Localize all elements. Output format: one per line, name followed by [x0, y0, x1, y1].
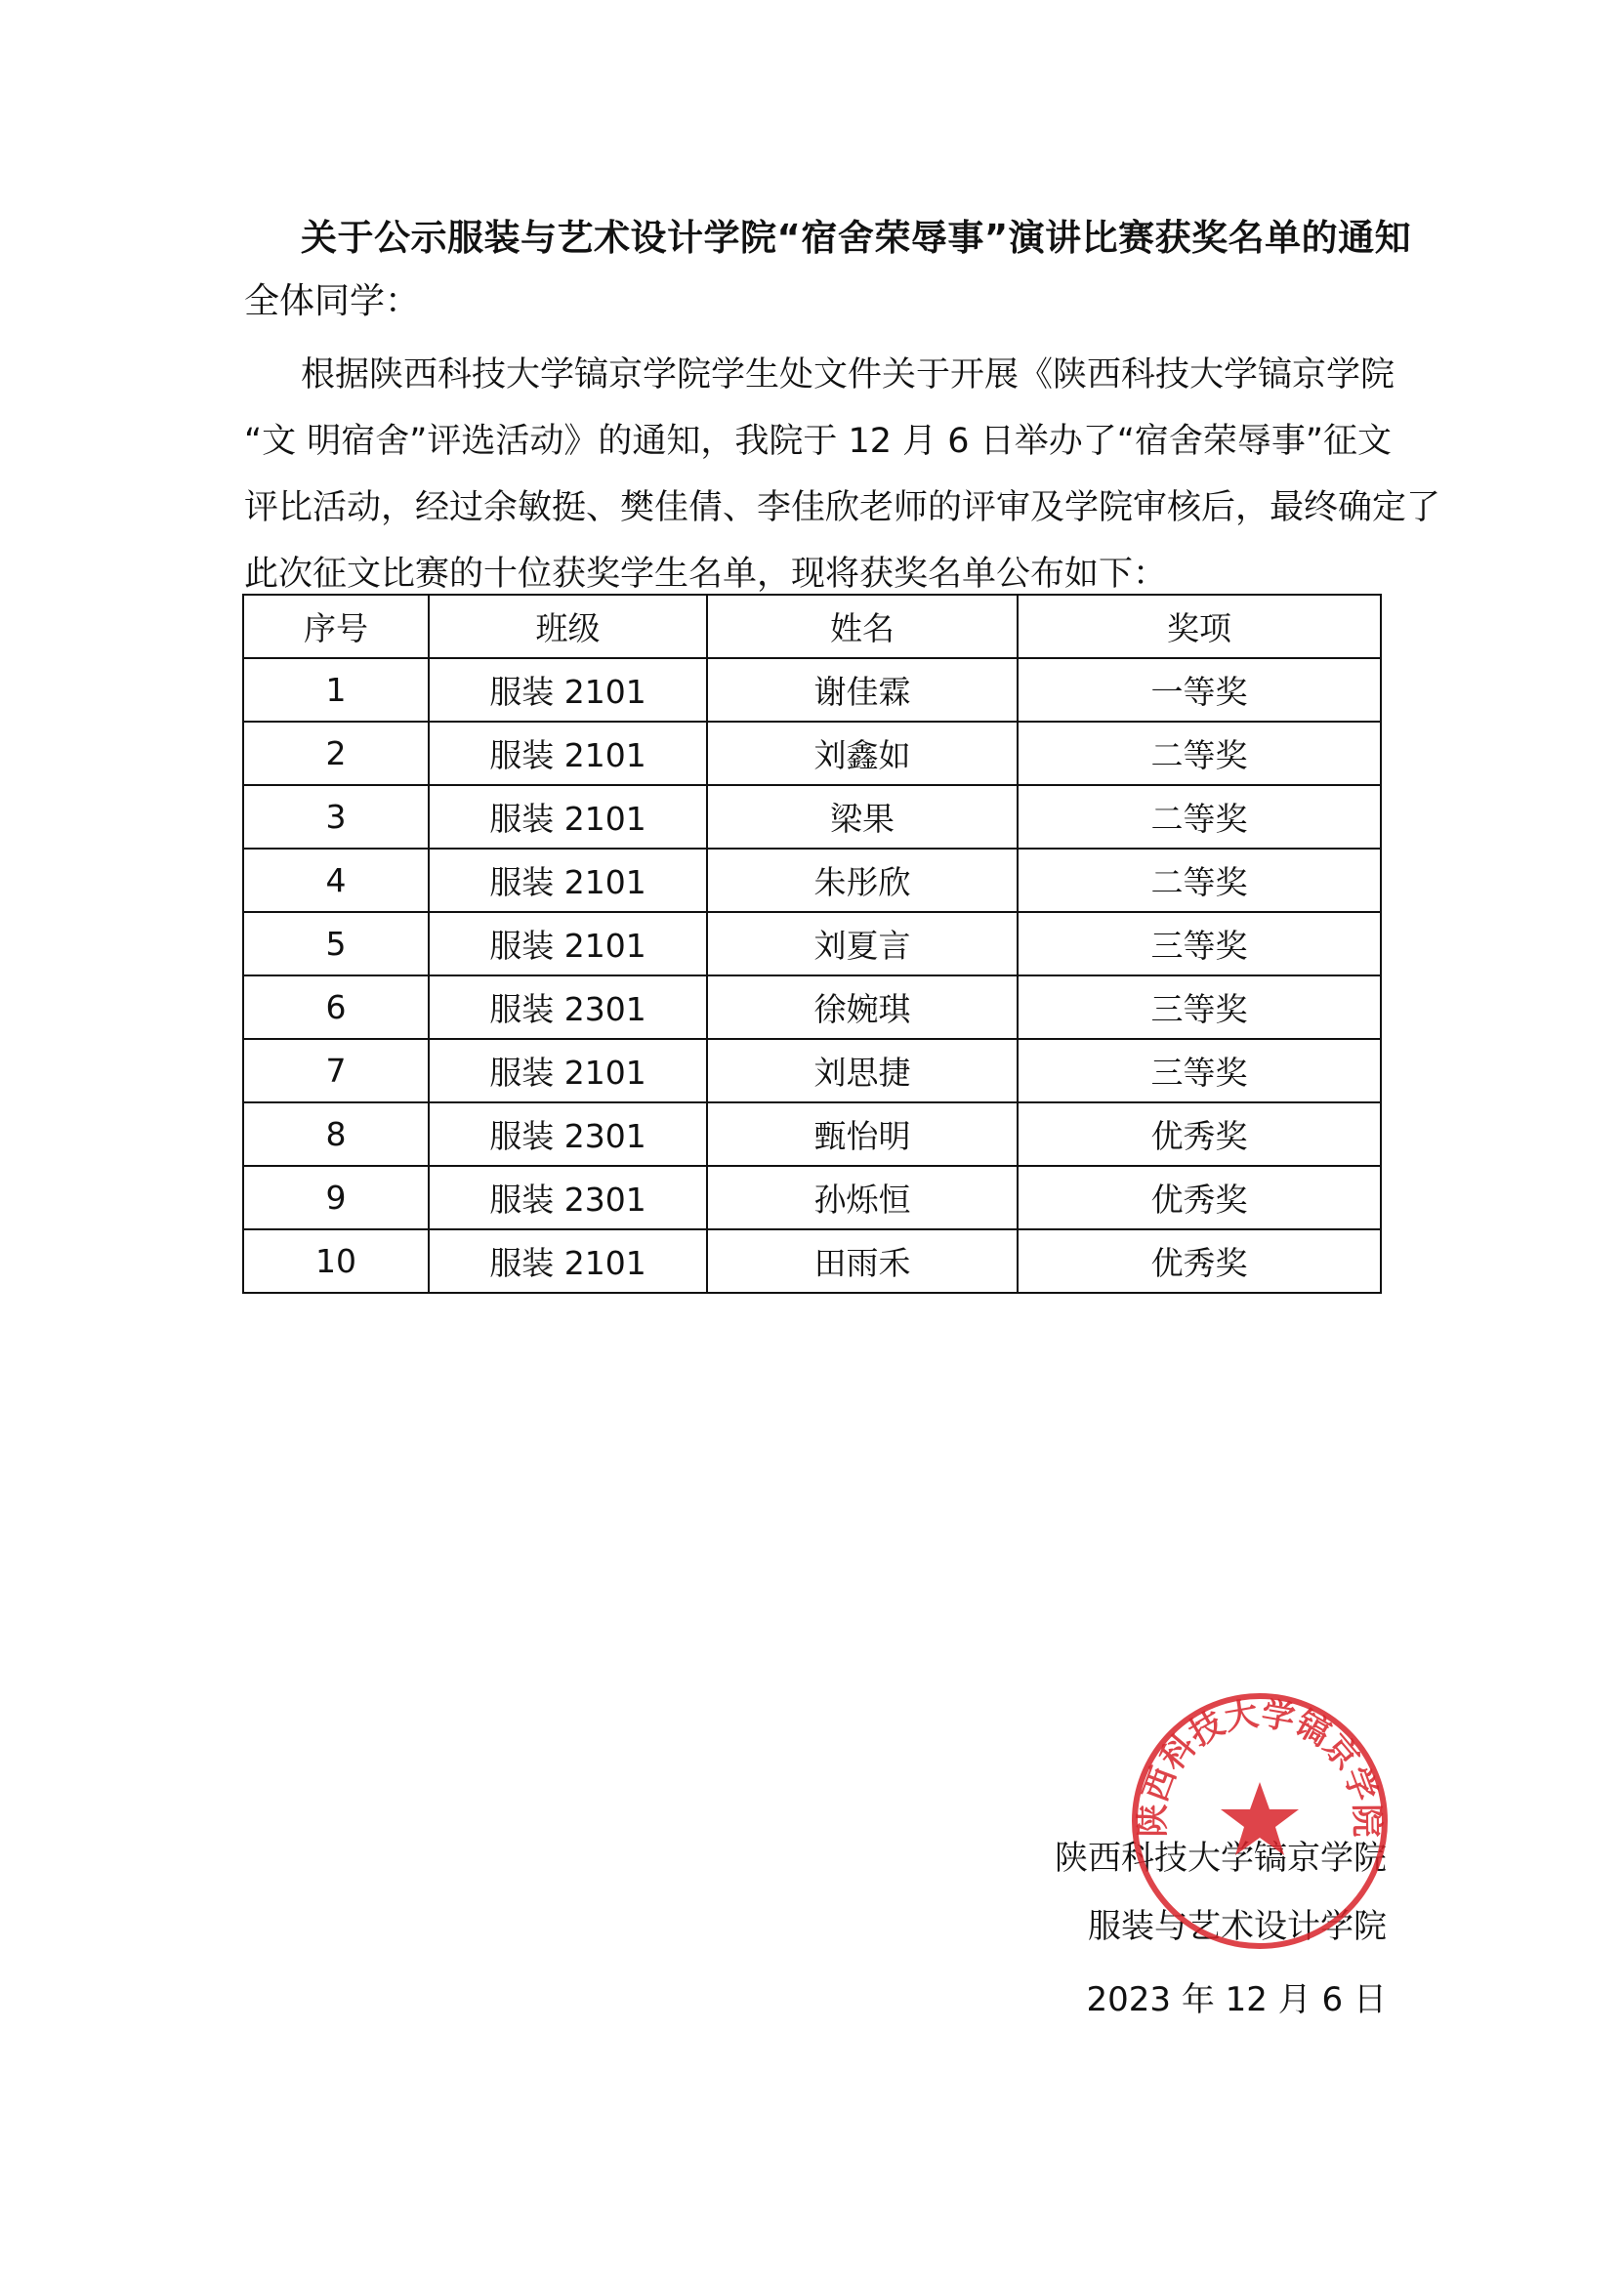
cell-award: 优秀奖 — [1018, 1102, 1381, 1166]
cell-award: 三等奖 — [1018, 975, 1381, 1039]
cell-class: 服装 2101 — [429, 849, 707, 912]
cell-index: 3 — [243, 785, 429, 849]
cell-name: 朱彤欣 — [707, 849, 1018, 912]
cell-index: 9 — [243, 1166, 429, 1229]
cell-award: 三等奖 — [1018, 1039, 1381, 1102]
table-row — [243, 722, 1381, 785]
official-seal-stamp — [1123, 1684, 1396, 1958]
cell-class: 服装 2301 — [429, 1102, 707, 1166]
cell-index: 2 — [243, 722, 429, 785]
table-row — [243, 658, 1381, 722]
notice-body — [244, 342, 1441, 607]
cell-name: 孙烁恒 — [707, 1166, 1018, 1229]
table-row — [243, 1039, 1381, 1102]
table-row — [243, 849, 1381, 912]
notice-title: 关于公示服装与艺术设计学院“宿舍荣辱事”演讲比赛获奖名单的通知 — [301, 217, 1412, 259]
cell-index: 10 — [243, 1229, 429, 1293]
seal-text: 陕西科技大学镐京学院 — [1133, 1694, 1387, 1838]
header-index: 序号 — [243, 595, 429, 658]
cell-name: 刘夏言 — [707, 912, 1018, 975]
signature-university: 陕西科技大学镐京学院 — [1055, 1839, 1387, 1878]
cell-class: 服装 2101 — [429, 1039, 707, 1102]
cell-class: 服装 2101 — [429, 1229, 707, 1293]
table-header-row — [243, 595, 1381, 658]
award-list-table — [242, 594, 1382, 1294]
cell-name: 梁果 — [707, 785, 1018, 849]
cell-index: 1 — [243, 658, 429, 722]
body-line: 评比活动，经过余敏挺、樊佳倩、李佳欣老师的评审及学院审核后，最终确定了 — [244, 488, 1441, 527]
cell-award: 二等奖 — [1018, 785, 1381, 849]
header-name: 姓名 — [707, 595, 1018, 658]
salutation: 全体同学： — [244, 281, 421, 321]
cell-award: 三等奖 — [1018, 912, 1381, 975]
cell-name: 刘鑫如 — [707, 722, 1018, 785]
cell-name: 谢佳霖 — [707, 658, 1018, 722]
cell-award: 二等奖 — [1018, 722, 1381, 785]
signature-school: 服装与艺术设计学院 — [1088, 1907, 1387, 1946]
cell-name: 田雨禾 — [707, 1229, 1018, 1293]
table-row — [243, 1229, 1381, 1293]
table-row — [243, 785, 1381, 849]
cell-award: 优秀奖 — [1018, 1229, 1381, 1293]
cell-name: 甄怡明 — [707, 1102, 1018, 1166]
cell-class: 服装 2101 — [429, 722, 707, 785]
cell-index: 8 — [243, 1102, 429, 1166]
cell-class: 服装 2101 — [429, 912, 707, 975]
cell-index: 6 — [243, 975, 429, 1039]
cell-award: 一等奖 — [1018, 658, 1381, 722]
cell-class: 服装 2301 — [429, 1166, 707, 1229]
cell-class: 服装 2301 — [429, 975, 707, 1039]
cell-index: 5 — [243, 912, 429, 975]
header-class: 班级 — [429, 595, 707, 658]
table-row — [243, 912, 1381, 975]
body-line: “文 明宿舍”评选活动》的通知，我院于 12 月 6 日举办了“宿舍荣辱事”征文 — [244, 422, 1392, 461]
body-line: 此次征文比赛的十位获奖学生名单，现将获奖名单公布如下： — [244, 555, 1168, 594]
cell-class: 服装 2101 — [429, 785, 707, 849]
header-award: 奖项 — [1018, 595, 1381, 658]
table-row — [243, 975, 1381, 1039]
table-row — [243, 1102, 1381, 1166]
cell-name: 刘思捷 — [707, 1039, 1018, 1102]
cell-class: 服装 2101 — [429, 658, 707, 722]
cell-index: 4 — [243, 849, 429, 912]
cell-index: 7 — [243, 1039, 429, 1102]
cell-award: 二等奖 — [1018, 849, 1381, 912]
table-row — [243, 1166, 1381, 1229]
body-line: 根据陕西科技大学镐京学院学生处文件关于开展《陕西科技大学镐京学院 — [301, 355, 1395, 394]
seal-star-icon — [1221, 1782, 1299, 1855]
cell-award: 优秀奖 — [1018, 1166, 1381, 1229]
signature-date: 2023 年 12 月 6 日 — [1086, 1980, 1387, 2019]
cell-name: 徐婉琪 — [707, 975, 1018, 1039]
